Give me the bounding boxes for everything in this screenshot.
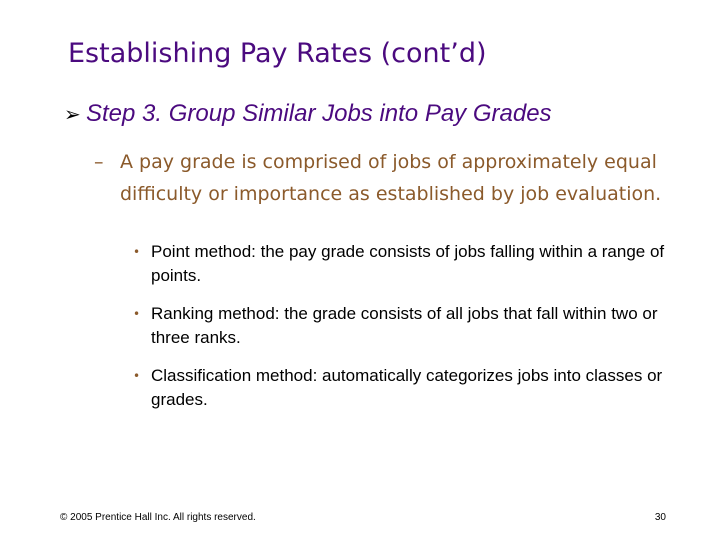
slide-title: Establishing Pay Rates (cont’d): [68, 38, 487, 69]
list-item: [133, 240, 673, 288]
dash-list-item: [94, 146, 674, 210]
list-item-text: Point method: the pay grade consists of jobs falling within a range of points.: [151, 242, 665, 285]
list-item-text: Classification method: automatically categorizes jobs into classes or grades.: [151, 366, 663, 409]
step-heading-text: Step 3. Group Similar Jobs into Pay Grades: [86, 100, 552, 127]
step-heading: [64, 100, 552, 128]
bullet-dot-icon: •: [133, 307, 141, 321]
copyright-notice: © 2005 Prentice Hall Inc. All rights reserved.: [60, 512, 256, 523]
dash-list-item-text: A pay grade is comprised of jobs of approximately equal difficulty or importance as established by job evaluation.: [120, 151, 662, 205]
list-item: [133, 302, 673, 350]
list-item: [133, 364, 673, 412]
bullet-list: [133, 240, 673, 426]
bullet-dot-icon: •: [133, 369, 141, 383]
bullet-dot-icon: •: [133, 245, 141, 259]
arrow-bullet-icon: ➢: [64, 102, 81, 126]
page-number: 30: [654, 512, 666, 523]
dash-bullet-icon: –: [94, 151, 104, 173]
list-item-text: Ranking method: the grade consists of all jobs that fall within two or three ranks.: [151, 304, 658, 347]
